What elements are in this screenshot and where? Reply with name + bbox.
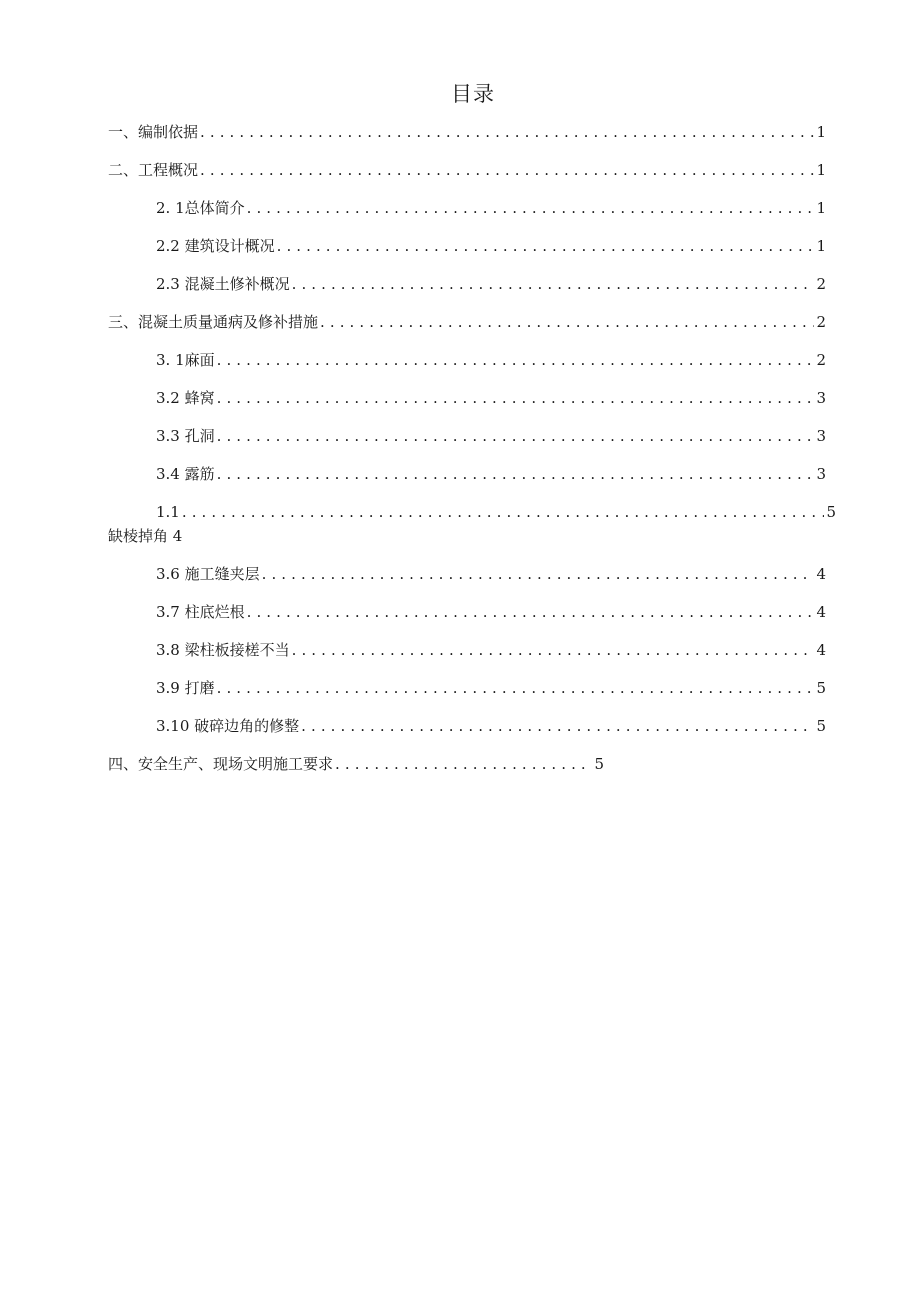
toc-entry[interactable] (156, 602, 826, 622)
toc-entry-page: 1 (816, 123, 826, 141)
toc-entry-label: 3.4 露筋 (156, 465, 215, 483)
toc-entry[interactable] (156, 640, 826, 660)
dot-leader (292, 640, 815, 660)
toc-entry-label: 3.6 施工缝夹层 (156, 565, 260, 583)
toc-entry-page: 2 (816, 313, 826, 331)
toc-entry-page: 4 (816, 565, 826, 583)
toc-entry-page: 3 (816, 465, 826, 483)
dot-leader (200, 122, 814, 142)
dot-leader (217, 426, 815, 446)
toc-entry-label: 2.2 建筑设计概况 (156, 237, 275, 255)
toc-entry[interactable] (156, 464, 826, 484)
toc-entry-label: 3.9 打磨 (156, 679, 215, 697)
toc-entry-label: 二、工程概况 (108, 161, 199, 179)
toc-entry-page: 1 (816, 237, 826, 255)
toc-entry-page: 5 (816, 717, 826, 735)
toc-entry[interactable] (156, 426, 826, 446)
toc-entry[interactable] (156, 274, 826, 294)
dot-leader (217, 388, 815, 408)
toc-entry-label: 3.3 孔洞 (156, 427, 215, 445)
toc-entry-label: 一、编制依据 (108, 123, 199, 141)
toc-entry-label: 三、混凝土质量通病及修补措施 (108, 313, 319, 331)
toc-wrapped-text: 缺棱掉角 4 (108, 527, 183, 545)
dot-leader (335, 754, 592, 774)
toc-entry-page: 3 (816, 427, 826, 445)
dot-leader (301, 716, 814, 736)
toc-entry-page: 3 (816, 389, 826, 407)
dot-leader (217, 678, 815, 698)
toc-entry[interactable] (156, 678, 826, 698)
toc-entry[interactable] (108, 754, 604, 774)
toc-entry-page: 1 (816, 199, 826, 217)
toc-entry-label: 3.10 破碎边角的修整 (156, 717, 300, 735)
dot-leader (320, 312, 814, 332)
toc-entry-label: 2. 1总体简介 (156, 199, 245, 217)
toc-entry[interactable] (156, 236, 826, 256)
toc-entry-label: 3. 1麻面 (156, 351, 215, 369)
toc-entry-label: 四、安全生产、现场文明施工要求 (108, 755, 334, 773)
toc-entry-page: 4 (816, 603, 826, 621)
toc-entry[interactable] (156, 502, 836, 522)
toc-entry-label: 3.2 蜂窝 (156, 389, 215, 407)
dot-leader (292, 274, 815, 294)
toc-entry-page: 1 (816, 161, 826, 179)
dot-leader (217, 464, 815, 484)
dot-leader (247, 198, 815, 218)
dot-leader (262, 564, 815, 584)
dot-leader (217, 350, 815, 370)
toc-entry-page: 5 (594, 755, 604, 773)
toc-entry[interactable] (108, 122, 826, 142)
toc-entry[interactable] (108, 312, 826, 332)
dot-leader (277, 236, 815, 256)
toc-entry-page: 2 (816, 351, 826, 369)
toc-entry-label: 3.7 柱底烂根 (156, 603, 245, 621)
toc-entry-label: 1.1 (156, 503, 180, 521)
toc-entry[interactable] (156, 716, 826, 736)
toc-entry[interactable] (108, 160, 826, 180)
toc-entry[interactable] (156, 198, 826, 218)
toc-entry-page: 5 (826, 503, 836, 521)
toc-title: 目录 (451, 82, 495, 106)
toc-entry[interactable] (156, 388, 826, 408)
toc-entry[interactable] (156, 350, 826, 370)
dot-leader (247, 602, 815, 622)
dot-leader (200, 160, 814, 180)
toc-entry[interactable] (156, 564, 826, 584)
toc-entry-label: 3.8 梁柱板接槎不当 (156, 641, 290, 659)
toc-entry-page: 2 (816, 275, 826, 293)
dot-leader (182, 502, 825, 522)
toc-entry-page: 4 (816, 641, 826, 659)
toc-entry-label: 2.3 混凝土修补概况 (156, 275, 290, 293)
toc-entry-page: 5 (816, 679, 826, 697)
